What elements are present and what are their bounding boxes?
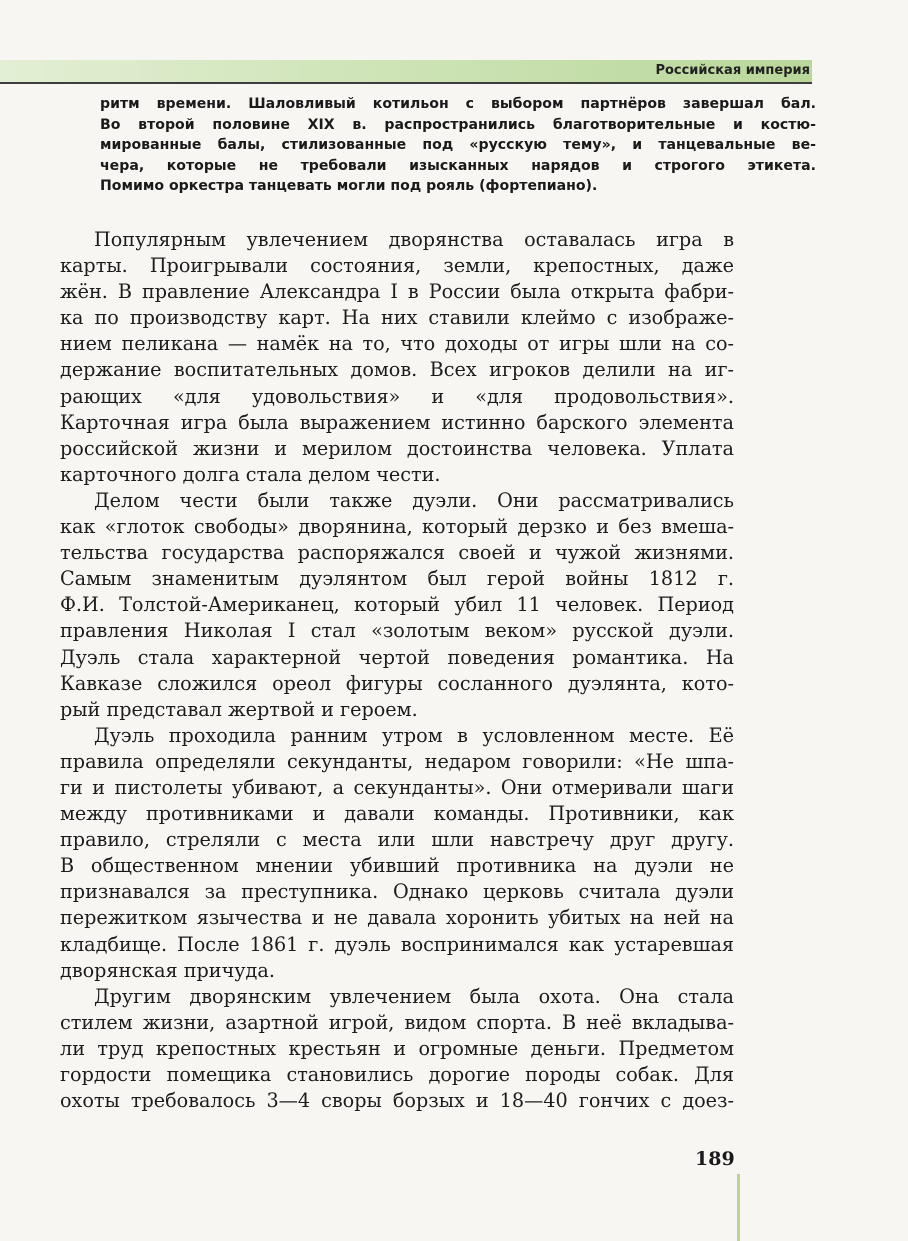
text-line: тельства государства распоряжался своей и чужой жизнями.	[60, 541, 734, 565]
body-text	[60, 227, 734, 1114]
text-line: держание воспитательных домов. Всех игроков делили на иг-	[60, 358, 734, 382]
text-line: Кавказе сложился ореол фигуры сосланного дуэлянта, кото-	[60, 671, 734, 695]
text-line: правило, стреляли с места или шли навстречу друг другу.	[60, 828, 734, 852]
bold-line: ритм времени. Шаловливый котильон с выбором партнёров завершал бал.	[100, 96, 816, 112]
text-line: Делом чести были также дуэли. Они рассматривались	[94, 488, 734, 512]
page-number: 189	[695, 1148, 735, 1170]
text-line: Дуэль проходила ранним утром в условленном месте. Её	[94, 723, 734, 747]
text-line: рающих «для удовольствия» и «для продовольствия».	[60, 384, 734, 408]
bold-summary-block	[100, 94, 816, 197]
text-line: Самым знаменитым дуэлянтом был герой войны 1812 г.	[60, 567, 734, 591]
text-line: ка по производству карт. На них ставили клеймо с изображе-	[60, 306, 734, 330]
bold-line: мированные балы, стилизованные под «русскую тему», и танцевальные ве-	[100, 137, 816, 154]
text-line: правления Николая I стал «золотым веком» русской дуэли.	[60, 619, 734, 643]
bold-line: Во второй половине XIX в. распространились благотворительные и костю-	[100, 116, 816, 133]
text-line: карты. Проигрывали состояния, земли, крепостных, даже	[60, 254, 734, 278]
text-line: жён. В правление Александра I в России была открыта фабри-	[60, 280, 734, 304]
text-line: Другим дворянским увлечением была охота. Она стала	[94, 984, 734, 1008]
text-line: Ф.И. Толстой-Американец, который убил 11 человек. Период	[60, 593, 734, 617]
text-line: как «глоток свободы» дворянина, который дерзко и без вмеша-	[60, 515, 734, 539]
header-rule	[0, 82, 812, 84]
text-line: дворянская причуда.	[60, 958, 275, 982]
text-line: карточного долга стала делом чести.	[60, 462, 441, 486]
paragraph-hunting	[60, 984, 734, 1114]
text-line: Дуэль стала характерной чертой поведения романтика. На	[60, 645, 734, 669]
running-header-title: Российская империя	[655, 63, 810, 78]
text-line: Популярным увлечением дворянства оставалась игра в	[94, 228, 734, 251]
paragraph-duels	[60, 488, 734, 723]
text-line: пережитком язычества и не давала хоронить убитых на ней на	[60, 906, 734, 930]
paragraph-cards	[60, 227, 734, 488]
text-line: рый представал жертвой и героем.	[60, 697, 418, 721]
bold-line: чера, которые не требовали изысканных нарядов и строгого этикета.	[100, 157, 816, 174]
bold-line: Помимо оркестра танцевать могли под рояль (фортепиано).	[100, 178, 598, 195]
text-line: нием пеликана — намёк на то, что доходы от игры шли на со-	[60, 332, 734, 356]
text-line: признавался за преступника. Однако церковь считала дуэли	[60, 880, 734, 904]
text-line: охоты требовалось 3—4 своры борзых и 18—40 гончих с доез-	[60, 1089, 734, 1113]
text-line: кладбище. После 1861 г. дуэль воспринимался как устаревшая	[60, 932, 734, 956]
text-line: Карточная игра была выражением истинно барского элемента	[60, 410, 734, 434]
text-line: ли труд крепостных крестьян и огромные деньги. Предметом	[60, 1036, 734, 1060]
text-line: правила определяли секунданты, недаром говорили: «Не шпа-	[60, 749, 734, 773]
text-line: ги и пистолеты убивают, а секунданты». Они отмеривали шаги	[60, 775, 734, 799]
paragraph-duel-rules	[60, 723, 734, 984]
text-line: гордости помещика становились дорогие породы собак. Для	[60, 1063, 734, 1086]
text-line: между противниками и давали команды. Противники, как	[60, 802, 734, 826]
text-line: стилем жизни, азартной игрой, видом спорта. В неё вкладыва-	[60, 1010, 734, 1034]
margin-stripe	[737, 1174, 740, 1241]
text-line: В общественном мнении убивший противника на дуэли не	[60, 854, 734, 878]
text-line: российской жизни и мерилом достоинства человека. Уплата	[60, 436, 734, 460]
